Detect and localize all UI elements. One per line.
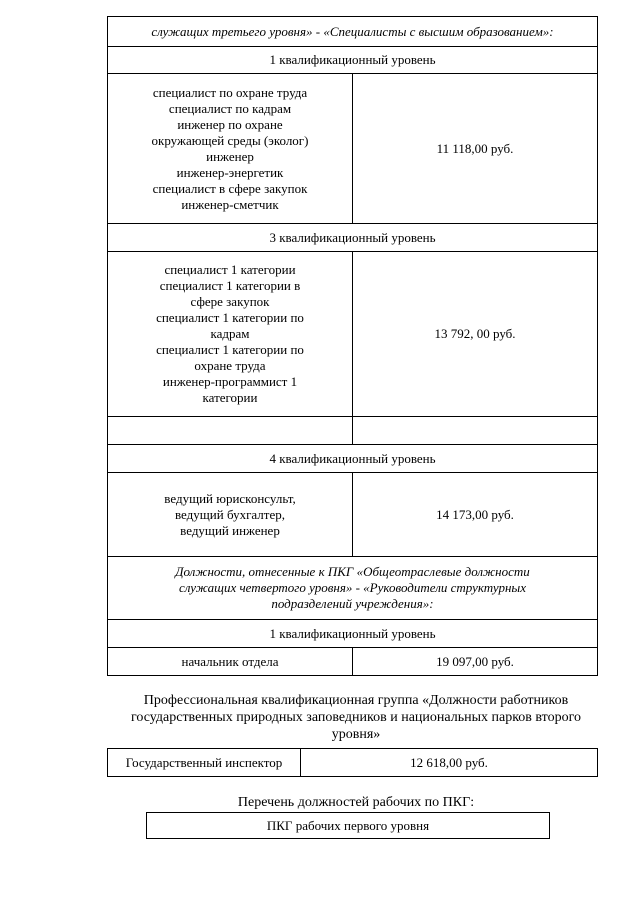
- position-line: специалист в сфере закупок: [152, 180, 308, 196]
- position-line: категории: [202, 390, 258, 405]
- paragraph-line: уровня»: [331, 727, 381, 742]
- header-line: Должности, отнесенные к ПКГ «Общеотраслевые должности: [175, 564, 530, 579]
- position-line: ведущий бухгалтер,: [175, 506, 285, 522]
- level4-positions: [108, 473, 353, 557]
- position-line: специалист по кадрам: [168, 100, 292, 116]
- table-row: [108, 620, 598, 648]
- table-row: [108, 17, 598, 47]
- level3-positions: [108, 252, 353, 417]
- position-line: специалист по охране труда: [152, 84, 308, 100]
- level1-salary: 11 118,00 руб.: [353, 74, 598, 224]
- level4-salary: 14 173,00 руб.: [353, 473, 598, 557]
- empty-cell: [353, 417, 598, 445]
- paragraph-line: Профессиональная квалификационная группа «Должности работников: [143, 693, 569, 708]
- table-row: [108, 47, 598, 74]
- position-line: инженер-программист 1: [162, 374, 298, 389]
- paragraph-line: государственных природных заповедников и национальных парков второго: [131, 710, 581, 725]
- level3-heading: 3 квалификационный уровень: [108, 224, 598, 252]
- group4-header: [108, 557, 598, 620]
- position-line: сфере закупок: [190, 294, 270, 309]
- position-line: специалист 1 категории в: [159, 278, 301, 293]
- group4-level1-heading: 1 квалификационный уровень: [108, 620, 598, 648]
- pkg-paragraph: [107, 692, 605, 743]
- position-line: инженер по охране: [177, 116, 283, 132]
- table-row: [108, 417, 598, 445]
- inspector-table: [107, 748, 598, 777]
- position-line: инженер-сметчик: [181, 196, 279, 212]
- level1-heading: 1 квалификационный уровень: [108, 47, 598, 74]
- head-salary: 19 097,00 руб.: [353, 648, 598, 676]
- head-of-department: начальник отдела: [108, 648, 353, 676]
- empty-cell: [108, 417, 353, 445]
- level3-salary: 13 792, 00 руб.: [353, 252, 598, 417]
- inspector-position: Государственный инспектор: [108, 749, 301, 777]
- position-line: специалист 1 категории по: [156, 342, 304, 357]
- position-line: охране труда: [194, 358, 266, 373]
- position-line: ведущий инженер: [180, 522, 280, 538]
- position-line: кадрам: [210, 326, 250, 341]
- table-row: [108, 557, 598, 620]
- position-line: ведущий юрисконсульт,: [164, 490, 296, 506]
- header-line: служащих четвертого уровня» - «Руководители структурных: [179, 580, 526, 595]
- table-row: [108, 224, 598, 252]
- position-line: инженер: [206, 148, 254, 164]
- level1-positions: [108, 74, 353, 224]
- inspector-salary: 12 618,00 руб.: [301, 749, 598, 777]
- table-row: [108, 445, 598, 473]
- table-row: [108, 74, 598, 224]
- position-line: специалист 1 категории по: [156, 310, 304, 325]
- table-row: [108, 473, 598, 557]
- position-line: инженер-энергетик: [176, 164, 284, 180]
- group3-header: служащих третьего уровня» - «Специалисты с высшим образованием»:: [108, 17, 598, 47]
- header-line: подразделений учреждения»:: [271, 596, 434, 611]
- position-line: окружающей среды (эколог): [151, 132, 309, 148]
- salary-table: [107, 16, 598, 676]
- table-row: [108, 648, 598, 676]
- table-row: [108, 749, 598, 777]
- level4-heading: 4 квалификационный уровень: [108, 445, 598, 473]
- workers-group1-box: ПКГ рабочих первого уровня: [146, 812, 550, 839]
- position-line: специалист 1 категории: [164, 262, 296, 277]
- workers-list-title: Перечень должностей рабочих по ПКГ:: [237, 795, 475, 810]
- table-row: [108, 252, 598, 417]
